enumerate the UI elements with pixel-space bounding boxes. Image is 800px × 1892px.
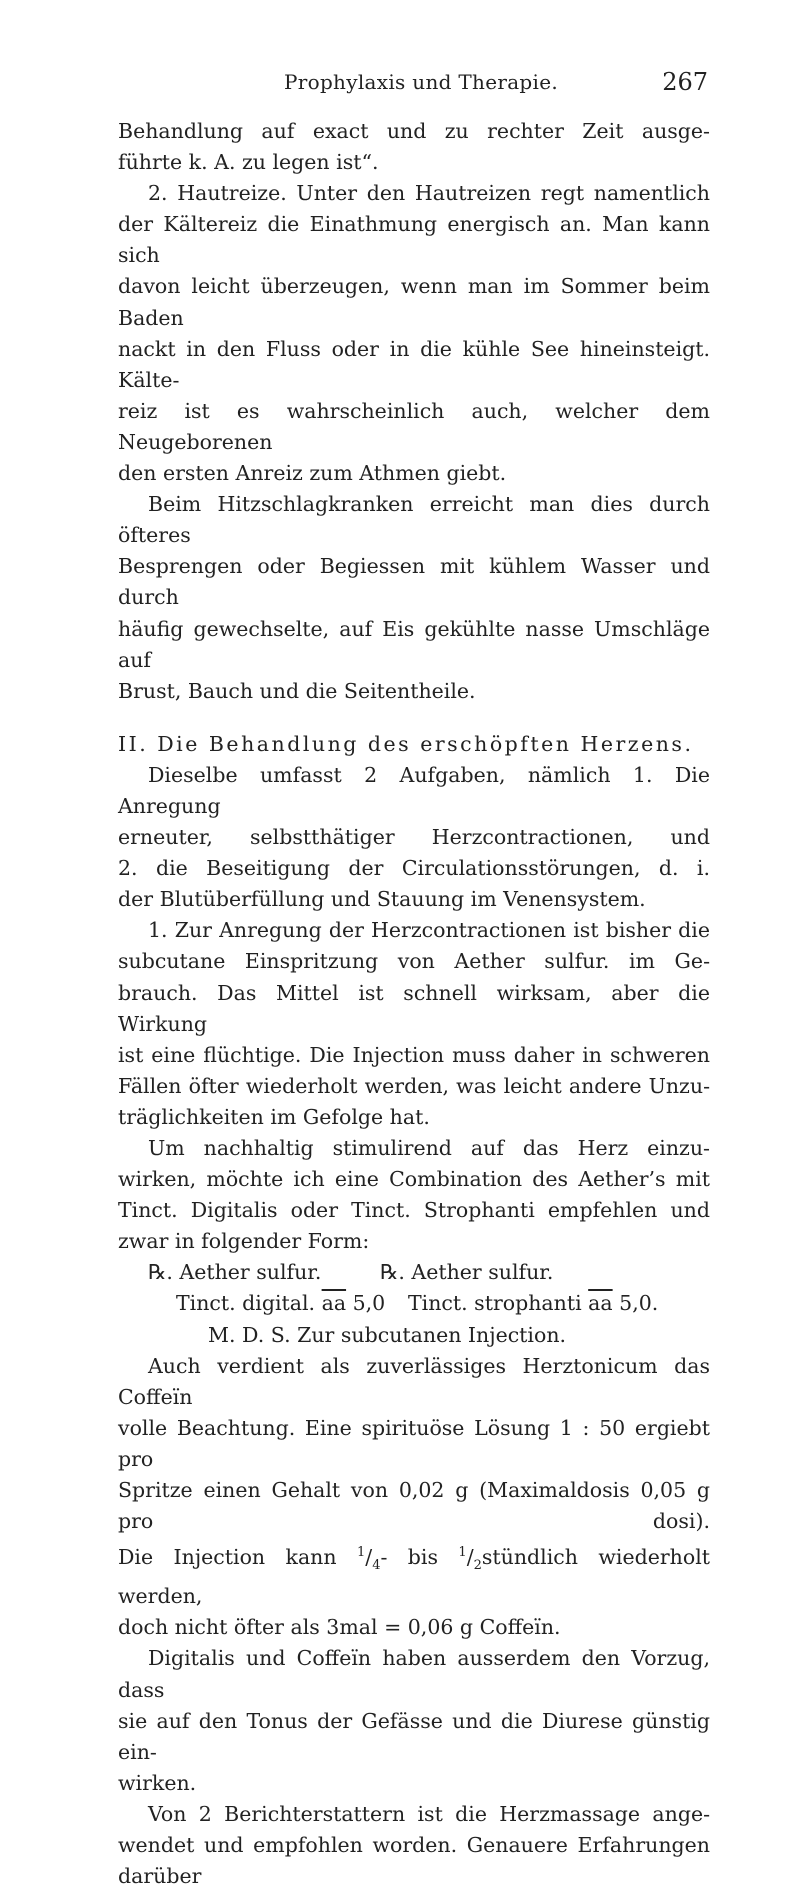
text-line: den ersten Anreiz zum Athmen giebt.: [118, 461, 507, 486]
text-line: Digitalis und Coffeïn haben ausserdem den Vorzug, dass: [118, 1646, 710, 1702]
running-header: [0, 70, 800, 100]
text-fragment: - bis: [380, 1545, 438, 1570]
text-line: nackt in den Fluss oder in die kühle See hineinsteigt. Kälte-: [118, 336, 710, 392]
prescription-b-drug: Tinct. strophanti: [408, 1291, 582, 1316]
text-line: Spritze einen Gehalt von 0,02 g (Maximaldosis 0,05 g pro dosi).: [118, 1478, 710, 1534]
text-fragment: stündlich wiederholt werden,: [118, 1545, 710, 1609]
text-line: [118, 1537, 710, 1612]
text-line: Auch verdient als zuverlässiges Herztonicum das Coffeïn: [118, 1353, 710, 1409]
text-line: Dieselbe umfasst 2 Aufgaben, nämlich 1. Die Anregung: [118, 762, 710, 818]
text-line: subcutane Einspritzung von Aether sulfur. im Ge-: [118, 949, 710, 974]
text-line: sie auf den Tonus der Gefässe und die Diurese günstig ein-: [118, 1708, 710, 1764]
text-line: führte k. A. zu legen ist“.: [118, 150, 379, 175]
section-gap: [118, 707, 710, 729]
fraction-numerator: 1: [356, 1545, 366, 1561]
text-line: 2. Hautreize. Unter den Hautreizen regt namentlich: [148, 181, 710, 206]
prescription-signature: M. D. S. Zur subcutanen Injection.: [208, 1322, 567, 1347]
text-line: Behandlung auf exact und zu rechter Zeit ausge-: [118, 119, 710, 143]
text-line: Tinct. Digitalis oder Tinct. Strophanti empfehlen und: [118, 1198, 710, 1223]
prescription-a-dose: 5,0: [352, 1291, 386, 1316]
text-line: davon leicht überzeugen, wenn man im Sommer beim Baden: [118, 274, 710, 330]
text-line: 1. Zur Anregung der Herzcontractionen ist bisher die: [148, 918, 710, 943]
text-line: der Kältereiz die Einathmung energisch an. Man kann sich: [118, 212, 710, 268]
text-line: Um nachhaltig stimulirend auf das Herz einzu-: [148, 1136, 710, 1160]
fraction-denominator: 4: [372, 1558, 381, 1574]
fraction-denominator: 2: [473, 1558, 482, 1574]
page-number: 267: [662, 68, 708, 96]
ana-symbol: $\overline{aa}$: [321, 1291, 347, 1316]
text-line: doch nicht öfter als 3mal = 0,06 g Coffeïn.: [118, 1615, 561, 1640]
prescription-a-line: ℞. Aether sulfur.: [148, 1260, 322, 1285]
text-line: zwar in folgender Form:: [118, 1229, 370, 1254]
fraction-numerator: 1: [458, 1545, 467, 1561]
body-text: [118, 116, 710, 1892]
prescription-a-line: [176, 1288, 408, 1319]
prescription-a-drug: Tinct. digital.: [176, 1291, 316, 1316]
prescription-row: [118, 1257, 710, 1288]
fraction-half: $^1/_2$: [458, 1545, 482, 1574]
text-line: träglichkeiten im Gefolge hat.: [118, 1104, 430, 1129]
text-line: wirken.: [118, 1770, 197, 1795]
prescription-row: [118, 1288, 710, 1319]
prescription-b-line: ℞. Aether sulfur.: [380, 1260, 554, 1285]
fraction-quarter: $^1/_4$: [356, 1545, 381, 1574]
text-line: Brust, Bauch und die Seitentheile.: [118, 678, 476, 703]
text-line: erneuter, selbstthätiger Herzcontractionen, und: [118, 825, 710, 850]
section-heading: II. Die Behandlung des erschöpften Herzens.: [118, 731, 694, 756]
text-line: reiz ist es wahrscheinlich auch, welcher dem Neugeborenen: [118, 398, 710, 454]
prescription-b-line: [408, 1288, 658, 1319]
text-line: wendet und empfohlen worden. Genauere Erfahrungen darüber: [118, 1832, 710, 1889]
text-line: Beim Hitzschlagkranken erreicht man dies durch öfteres: [118, 492, 710, 548]
text-line: brauch. Das Mittel ist schnell wirksam, aber die Wirkung: [118, 980, 710, 1036]
text-line: volle Beachtung. Eine spirituöse Lösung 1 : 50 ergiebt pro: [118, 1415, 710, 1471]
text-line: Fällen öfter wiederholt werden, was leicht andere Unzu-: [118, 1073, 710, 1098]
prescription-b-dose: 5,0.: [619, 1291, 659, 1316]
ana-symbol: $\overline{aa}$: [588, 1291, 613, 1316]
text-line: wirken, möchte ich eine Combination des Aether’s mit: [118, 1167, 710, 1192]
text-line: Besprengen oder Begiessen mit kühlem Wasser und durch: [118, 554, 710, 610]
text-line: häufig gewechselte, auf Eis gekühlte nasse Umschläge auf: [118, 616, 710, 672]
running-title: Prophylaxis und Therapie.: [284, 70, 559, 94]
text-line: der Blutüberfüllung und Stauung im Venensystem.: [118, 887, 646, 912]
text-line: 2. die Beseitigung der Circulationsstörungen, d. i.: [118, 856, 710, 881]
text-line: ist eine flüchtige. Die Injection muss daher in schweren: [118, 1042, 710, 1067]
text-line: Von 2 Berichterstattern ist die Herzmassage ange-: [148, 1801, 710, 1826]
text-fragment: Die Injection kann: [118, 1545, 337, 1570]
